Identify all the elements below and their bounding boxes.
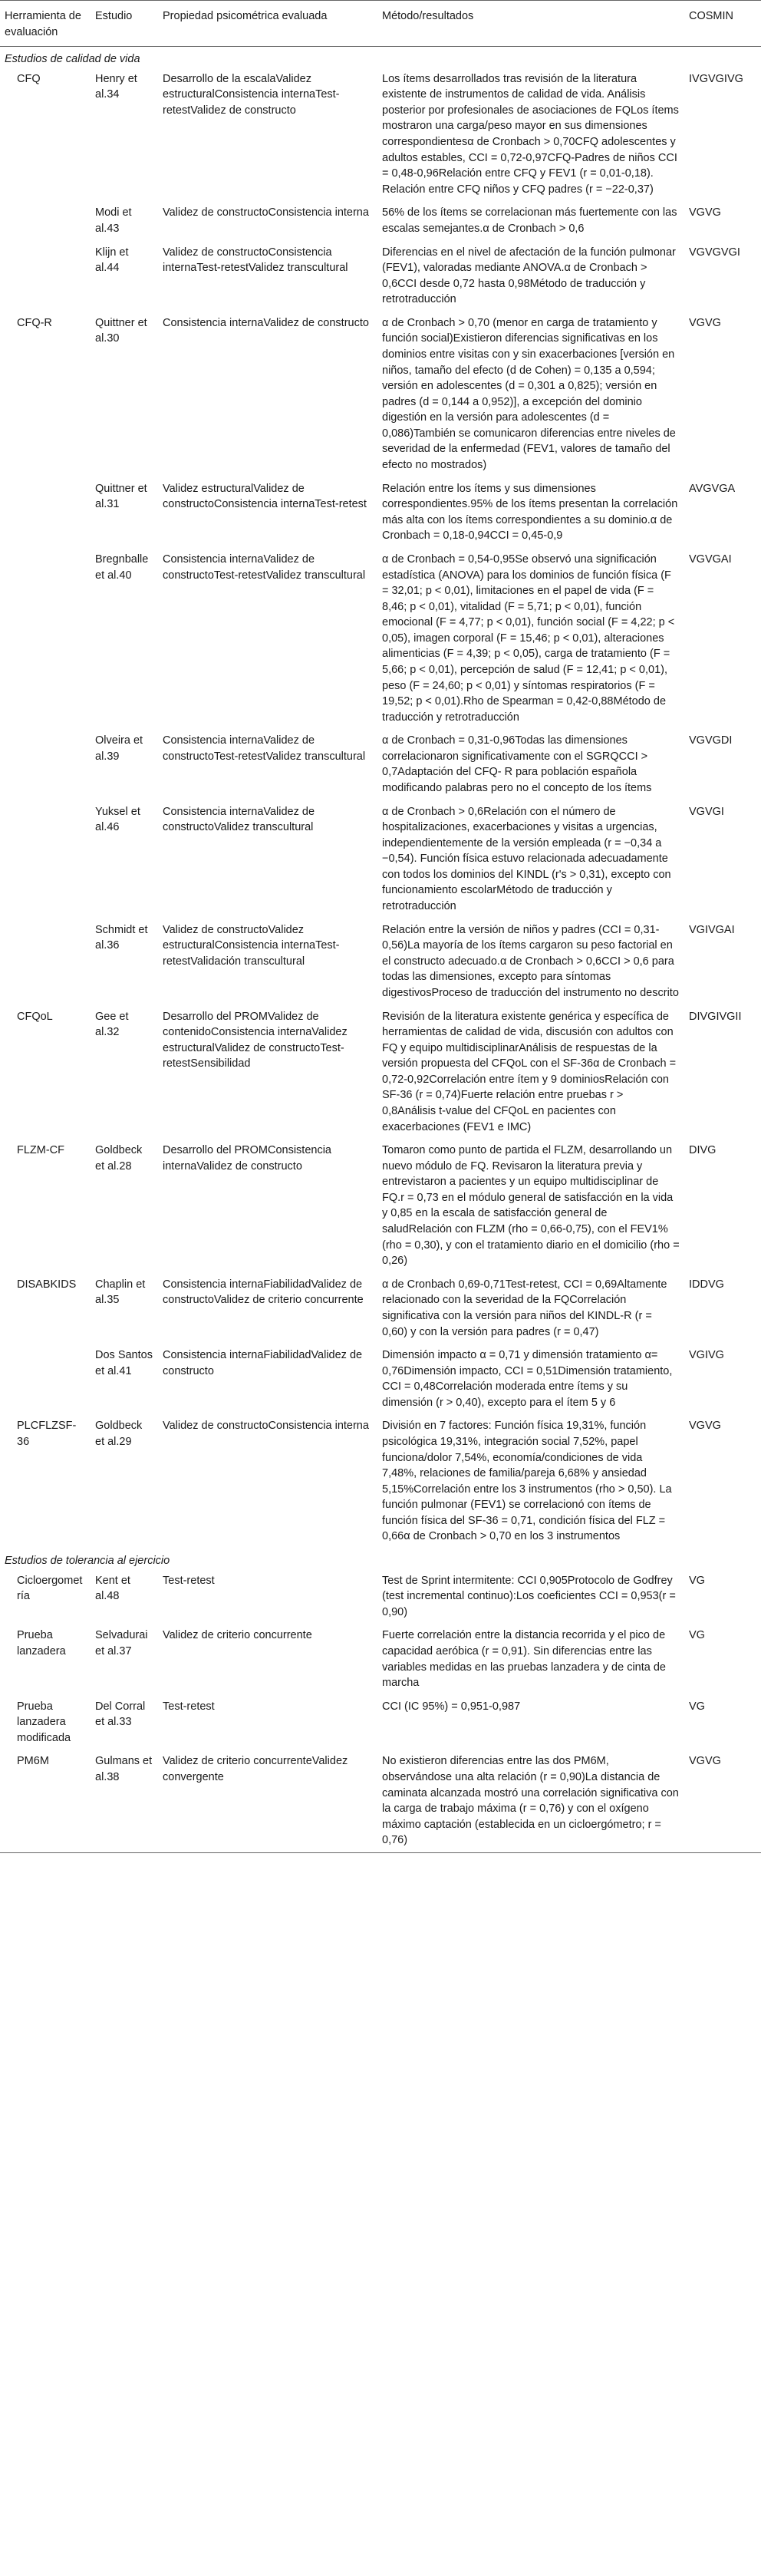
table-row <box>0 919 761 1005</box>
study-cell: Dos Santos et al.41 <box>95 1349 153 1377</box>
tool-cell <box>0 548 91 729</box>
tool-cell <box>0 919 91 1005</box>
method-cell: Fuerte correlación entre la distancia recorrida y el pico de capacidad aeróbica (r = 0,91). Sin diferencias entre las variables medidas en las pruebas lanzadera y de cinta de marcha <box>382 1629 666 1690</box>
table-row <box>0 1005 761 1140</box>
table-row <box>0 1414 761 1549</box>
header-property: Propiedad psicométrica evaluada <box>158 1 377 47</box>
study-cell: Olveira et al.39 <box>95 734 143 763</box>
property-cell: Consistencia internaValidez de constructo <box>163 316 369 329</box>
table-body <box>0 47 761 1853</box>
property-cell: Validez estructuralValidez de constructoConsistencia internaTest-retest <box>163 482 367 511</box>
property-cell: Validez de constructoConsistencia interna <box>163 1420 369 1433</box>
table-row <box>0 1344 761 1414</box>
study-cell: Chaplin et al.35 <box>95 1278 146 1307</box>
table-row <box>0 800 761 919</box>
method-cell: CCI (IC 95%) = 0,951-0,987 <box>382 1700 521 1713</box>
cosmin-cell: VGIVG <box>689 1349 724 1362</box>
study-cell: Quittner et al.31 <box>95 482 147 511</box>
method-cell: Los ítems desarrollados tras revisión de la literatura existente de instrumentos de calidad de vida. Análisis posterior por profesionales de asociaciones de FQLos ítems mostraron una carga/peso mayor en sus dimensiones correspondientesα de Cronbach > 0,70CFQ adolescentes y adultos estables, CCI = 0,72-0,97CFQ-Padres de niños CCI = 0,48-0,96Relación entre CFQ y FEV1 (r = 0,01-0,18). Relación entre CFQ niños y CFQ padres (r = −22-0,37) <box>382 72 679 196</box>
tool-cell: Prueba lanzadera modificada <box>17 1700 71 1744</box>
study-cell: Klijn et al.44 <box>95 246 129 275</box>
study-cell: Schmidt et al.36 <box>95 923 148 952</box>
tool-cell: CFQ <box>17 72 41 85</box>
cosmin-cell: VG <box>689 1700 705 1713</box>
property-cell: Validez de criterio concurrente <box>163 1629 312 1642</box>
study-cell: Goldbeck et al.29 <box>95 1420 143 1448</box>
table-row <box>0 1624 761 1694</box>
study-cell: Selvadurai et al.37 <box>95 1629 148 1657</box>
study-cell: Bregnballe et al.40 <box>95 552 149 582</box>
method-cell: α de Cronbach 0,69-0,71Test-retest, CCI = 0,69Altamente relacionado con la severidad de la FQCorrelación significativa con la versión para niños del KINDL-R (r = 0,60) y con la versión para padres (r = 0,47) <box>382 1278 667 1338</box>
tool-cell: Cicloergometría <box>17 1574 83 1603</box>
method-cell: No existieron diferencias entre las dos PM6M, observándose una alta relación (r = 0,90)La distancia de caminata alcanzada mostró una correlación significativa con la carga de trabajo máxima (r = 0,76) y con el oxígeno máximo captación (establecida en un cicloergómetro; r = 0,76) <box>377 1750 684 1852</box>
study-cell: Modi et al.43 <box>95 206 132 235</box>
cosmin-cell: DIVG <box>689 1144 717 1157</box>
cosmin-cell: VGVGAI <box>689 552 732 566</box>
method-cell: 56% de los ítems se correlacionan más fuertemente con las escalas semejantes.α de Cronbach > 0,6 <box>382 206 677 235</box>
property-cell: Consistencia internaFiabilidadValidez de constructo <box>163 1349 363 1377</box>
header-method: Método/resultados <box>377 1 684 47</box>
property-cell: Validez de constructoConsistencia interna <box>163 206 369 219</box>
cosmin-cell: VGVGI <box>689 805 724 818</box>
section-title: Estudios de tolerancia al ejercicio <box>5 1555 170 1568</box>
method-cell: Tomaron como punto de partida el FLZM, desarrollando un nuevo módulo de FQ. Revisaron la literatura previa y entrevistaron a pacientes y un equipo multidisciplinar de FQ.r = 0,73 en el módulo general de satisfacción en la vida y 0,85 en la escala de satisfacción general de saludRelación con FLZM (rho = 0,66-0,75), con el FEV1% (rho = 0,30), y con el tratamiento diario en el domicilio (rho = 0,26) <box>382 1144 680 1268</box>
method-cell: Test de Sprint intermitente: CCI 0,905Protocolo de Godfrey (test incremental continuo):Los coeficientes CCI = 0,953(r = 0,90) <box>382 1574 676 1618</box>
header-cosmin: COSMIN <box>684 1 761 47</box>
table-row <box>0 1273 761 1344</box>
property-cell: Consistencia internaValidez de constructoValidez transcultural <box>163 805 315 834</box>
study-cell: Gulmans et al.38 <box>91 1750 158 1852</box>
tool-cell: PLCFLZSF-36 <box>17 1420 77 1448</box>
table-row <box>0 1750 761 1852</box>
method-cell: Relación entre los ítems y sus dimensiones correspondientes.95% de los ítems presentan la correlación más alta con los ítems correspondientes a su dominio.α de Cronbach = 0,18-0,94CCI = 0,45-0,9 <box>382 482 678 543</box>
section-row <box>0 47 761 68</box>
method-cell: α de Cronbach = 0,31-0,96Todas las dimensiones correlacionaron significativamente con el SGRQCCI > 0,7Adaptación del CFQ- R para población española modificando palabras pero no el concepto de los ítems <box>382 734 652 795</box>
cosmin-cell: AVGVGA <box>689 482 736 495</box>
tool-cell <box>0 1344 91 1414</box>
tool-cell <box>0 241 91 312</box>
table-row <box>0 201 761 240</box>
tool-cell <box>0 201 91 240</box>
tool-cell: CFQ-R <box>17 316 52 329</box>
table-row <box>0 1139 761 1273</box>
method-cell: División en 7 factores: Función física 19,31%, función psicológica 19,31%, integración social 7,52%, papel funciona/dolor 7,54%, economía/condiciones de vida 7,48%, relaciones de familia/pareja 6,68% y ansiedad 5,15%Correlación entre los 3 instrumentos (rho > 0,50). La función pulmonar (FEV1) se correlacionó con ítems de función física del SF-36 = 0,71, condición física del FLZ = 0,66α de Cronbach > 0,70 en los 3 instrumentos <box>382 1420 672 1543</box>
property-cell: Test-retest <box>163 1700 215 1713</box>
cosmin-cell: VGIVGAI <box>689 923 735 936</box>
property-cell: Consistencia internaValidez de constructoTest-retestValidez transcultural <box>163 552 366 582</box>
property-cell: Consistencia internaFiabilidadValidez de constructoValidez de criterio concurrente <box>163 1278 364 1307</box>
method-cell: α de Cronbach = 0,54-0,95Se observó una significación estadística (ANOVA) para los dominios de función física (F = 32,01; p < 0,01), limitaciones en el papel de vida (F = 8,46; p < 0,01), vitalidad (F = 5,71; p < 0,01), función emocional (F = 4,77; p < 0,01), función social (F = 4,22; p < 0,05), imagen corporal (F = 15,46; p < 0,01), alteraciones alimenticias (F = 4,39; p < 0,05), carga de tratamiento (F = 5,66; p < 0,01), percepción de salud (F = 12,41; p < 0,01), peso (F = 24,60; p < 0,01) y síntomas respiratorios (F = 19,52; p < 0,01).Rho de Spearman = 0,42-0,88Método de traducción y retrotraducción <box>382 552 675 724</box>
table-row <box>0 1695 761 1750</box>
cosmin-cell: VG <box>689 1574 705 1587</box>
cosmin-cell: IDDVG <box>689 1278 724 1291</box>
cosmin-cell: DIVGIVGII <box>689 1010 742 1023</box>
property-cell: Desarrollo de la escalaValidez estructuralConsistencia internaTest-retestValidez de constructo <box>163 72 340 117</box>
method-cell: Dimensión impacto α = 0,71 y dimensión tratamiento α= 0,76Dimensión impacto, CCI = 0,51Dimensión tratamiento, CCI = 0,48Correlación moderada entre ítems y su dimensión (r > 0,40), excepto para el ítem 5 y 6 <box>382 1349 673 1409</box>
method-cell: α de Cronbach > 0,70 (menor en carga de tratamiento y función social)Existieron diferencias significativas en los dominios entre visitas con y sin exacerbaciones [versión en niños, tamaño del efecto (d de Cohen) = 0,135 a 0,594; versión en adolescentes (d = 0,301 a 0,825); versión en padres (d = 0,144 a 0,952)], a excepción del dominio digestión en la versión para adolescentes (d = 0,086)También se comunicaron diferencias entre niveles de severidad de la enfermedad (FEV1, valores de tamaño del efecto no mostrados) <box>382 316 676 472</box>
table-row <box>0 729 761 800</box>
tool-cell <box>0 800 91 919</box>
study-cell: Henry et al.34 <box>95 72 137 101</box>
property-cell: Consistencia internaValidez de constructoTest-retestValidez transcultural <box>163 734 366 763</box>
tool-cell: CFQoL <box>17 1010 53 1023</box>
cosmin-cell: VGVG <box>689 206 721 219</box>
tool-cell: FLZM-CF <box>17 1144 65 1157</box>
cosmin-cell: IVGVGIVG <box>689 72 743 85</box>
table-header-row <box>0 1 761 47</box>
tool-cell: PM6M <box>0 1750 91 1852</box>
tool-cell <box>0 477 91 548</box>
study-cell: Quittner et al.30 <box>95 316 147 345</box>
tool-cell: DISABKIDS <box>17 1278 77 1291</box>
tool-cell <box>0 729 91 800</box>
property-cell: Desarrollo del PROMValidez de contenidoConsistencia internaValidez estructuralValidez de constructoTest-retestSensibilidad <box>163 1010 348 1070</box>
header-tool: Herramienta de evaluación <box>0 1 91 47</box>
table-row <box>0 241 761 312</box>
property-cell: Test-retest <box>163 1574 215 1587</box>
method-cell: Diferencias en el nivel de afectación de la función pulmonar (FEV1), valoradas mediante ANOVA.α de Cronbach > 0,6CCI desde 0,72 hasta 0,98Método de traducción y retrotraducción <box>382 246 676 306</box>
cosmin-cell: VG <box>689 1629 705 1642</box>
study-cell: Yuksel et al.46 <box>95 805 140 834</box>
cosmin-cell: VGVG <box>689 1420 721 1433</box>
tool-cell: Prueba lanzadera <box>17 1629 66 1657</box>
table-row <box>0 68 761 202</box>
cosmin-cell: VGVG <box>684 1750 761 1852</box>
cosmin-cell: VGVGVGI <box>689 246 740 259</box>
cosmin-cell: VGVG <box>689 316 721 329</box>
study-cell: Gee et al.32 <box>95 1010 129 1039</box>
study-cell: Del Corral et al.33 <box>95 1700 146 1729</box>
table-row <box>0 548 761 729</box>
study-cell: Goldbeck et al.28 <box>95 1144 143 1173</box>
method-cell: Revisión de la literatura existente genérica y específica de herramientas de calidad de vida, discusión con adultos con FQ y equipo multidisciplinarAnálisis de respuestas de la versión propuesta del CFQoL con el SF-36α de Cronbach = 0,72-0,92Correlación entre ítem y 9 dominiosRelación con SF-36 (r = 0,74)Fuerte relación entre pruebas r > 0,8Análisis t-value del CFQoL en pacientes con exacerbaciones (FEV1 e IMC) <box>382 1010 677 1133</box>
table-row <box>0 312 761 477</box>
method-cell: Relación entre la versión de niños y padres (CCI = 0,31-0,56)La mayoría de los ítems cargaron su peso factorial en el constructo adecuado.α de Cronbach > 0,6CCI > 0,6 para todas las dimensiones, excepto para síntomas digestivosProceso de traducción del instrumento no descrito <box>382 923 679 999</box>
property-cell: Validez de constructoConsistencia internaTest-retestValidez transcultural <box>163 246 348 275</box>
section-title: Estudios de calidad de vida <box>5 53 140 66</box>
cosmin-cell: VGVGDI <box>689 734 733 747</box>
study-cell: Kent et al.48 <box>95 1574 130 1603</box>
method-cell: α de Cronbach > 0,6Relación con el número de hospitalizaciones, exacerbaciones y visitas a urgencias, independientemente de la versión empleada (r = −0,34 a −0,54). Función física estuvo relacionada adecuadamente con todos los dominios del KINDL (r's > 0,31), excepto con funcionamiento escolarMétodo de traducción y retrotraducción <box>382 805 671 913</box>
table-row <box>0 477 761 548</box>
property-cell: Validez de criterio concurrenteValidez convergente <box>158 1750 377 1852</box>
header-study: Estudio <box>91 1 158 47</box>
section-row <box>0 1549 761 1569</box>
property-cell: Desarrollo del PROMConsistencia internaValidez de constructo <box>163 1144 331 1173</box>
table-row <box>0 1569 761 1624</box>
property-cell: Validez de constructoValidez estructuralConsistencia internaTest-retestValidación transcultural <box>163 923 340 968</box>
